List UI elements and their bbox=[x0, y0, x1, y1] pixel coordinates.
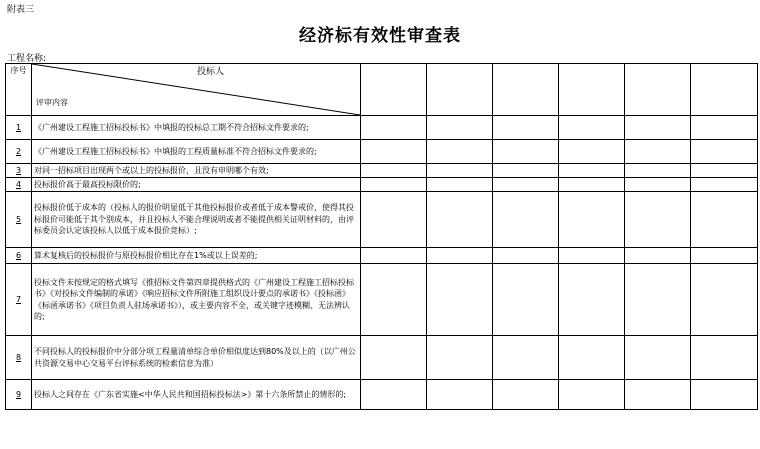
row-number-cell bbox=[6, 248, 32, 264]
table-header-row bbox=[6, 64, 758, 116]
bidder-result-cell[interactable] bbox=[625, 248, 691, 264]
review-table bbox=[5, 63, 758, 410]
bidder-result-cell[interactable] bbox=[427, 380, 493, 410]
bidder-result-cell[interactable] bbox=[691, 248, 758, 264]
bidder-result-cell[interactable] bbox=[427, 192, 493, 248]
bidder-result-cell[interactable] bbox=[361, 192, 427, 248]
bidder-result-cell[interactable] bbox=[361, 264, 427, 336]
bidder-result-cell[interactable] bbox=[493, 336, 559, 380]
bidder-result-cell[interactable] bbox=[691, 140, 758, 164]
bidder-result-cell[interactable] bbox=[625, 380, 691, 410]
bidder-result-cell[interactable] bbox=[493, 248, 559, 264]
document-title: 经济标有效性审查表 bbox=[299, 26, 461, 46]
row-number: 7 bbox=[15, 294, 22, 304]
review-criterion: 不同投标人的投标报价中分部分项工程量清单综合单价相似度达到80%及以上的（以广州公共资源交易中心交易平台评标系统的检索信息为准） bbox=[32, 336, 361, 380]
row-number-cell bbox=[6, 380, 32, 410]
bidder-result-cell[interactable] bbox=[691, 192, 758, 248]
bidder-result-cell[interactable] bbox=[361, 140, 427, 164]
bidder-column-cell[interactable] bbox=[493, 64, 559, 116]
review-criterion: 对同一招标项目出现两个或以上的投标报价，且没有申明哪个有效; bbox=[32, 164, 361, 178]
row-number-cell bbox=[6, 140, 32, 164]
review-criterion: 投标报价低于成本的（投标人的报价明显低于其他投标报价或者低于成本警戒价，使得其投标报价可能低于其个别成本，并且投标人不能合理说明或者不能提供相关证明材料的，由评标委员会认定该投标人以低于成本报价竞标）; bbox=[32, 192, 361, 248]
annex-label: 附表三 bbox=[7, 5, 35, 15]
bidder-result-cell[interactable] bbox=[559, 140, 625, 164]
bidder-result-cell[interactable] bbox=[691, 178, 758, 192]
row-number: 2 bbox=[15, 146, 22, 156]
review-criterion: 算术复核后的投标报价与原投标报价相比存在1%或以上误差的; bbox=[32, 248, 361, 264]
bidder-result-cell[interactable] bbox=[493, 116, 559, 140]
bidder-result-cell[interactable] bbox=[559, 336, 625, 380]
review-criterion: 投标人之间存在《广东省实施<中华人民共和国招标投标法>》第十六条所禁止的情形的; bbox=[32, 380, 361, 410]
review-criterion: 《广州建设工程施工招标投标书》中填报的工程质量标准不符合招标文件要求的; bbox=[32, 140, 361, 164]
table-row bbox=[6, 248, 758, 264]
bidder-result-cell[interactable] bbox=[427, 116, 493, 140]
bidder-result-cell[interactable] bbox=[361, 380, 427, 410]
bidder-column-cell[interactable] bbox=[691, 64, 758, 116]
row-number-cell bbox=[6, 178, 32, 192]
row-number: 3 bbox=[15, 165, 22, 175]
review-criterion: 投标文件未按规定的格式填写《推招标文件第四章提供格式的《广州建设工程施工招标投标书》《对投标文件编制的承诺》《响应招标文件所附施工组织设计要点的承诺书》《投标函》《标函承诺书》《项目负责人驻场承诺书》），或主要内容不全，或关键字迹模糊、无法辨认的; bbox=[32, 264, 361, 336]
bidder-result-cell[interactable] bbox=[559, 178, 625, 192]
project-name-label: 工程名称: bbox=[7, 54, 47, 64]
review-criterion: 《广州建设工程施工招标投标书》中填报的投标总工期不符合招标文件要求的; bbox=[32, 116, 361, 140]
bidder-result-cell[interactable] bbox=[625, 140, 691, 164]
bidder-result-cell[interactable] bbox=[625, 264, 691, 336]
row-number: 9 bbox=[15, 389, 22, 399]
bidder-result-cell[interactable] bbox=[559, 164, 625, 178]
bidder-result-cell[interactable] bbox=[493, 140, 559, 164]
table-row bbox=[6, 192, 758, 248]
bidder-result-cell[interactable] bbox=[361, 164, 427, 178]
bidder-result-cell[interactable] bbox=[361, 116, 427, 140]
bidder-result-cell[interactable] bbox=[559, 248, 625, 264]
bidder-result-cell[interactable] bbox=[691, 380, 758, 410]
header-review-content: 评审内容 bbox=[36, 98, 68, 107]
bidder-result-cell[interactable] bbox=[361, 178, 427, 192]
row-number: 4 bbox=[15, 179, 22, 189]
bidder-result-cell[interactable] bbox=[559, 264, 625, 336]
header-bidder: 投标人 bbox=[197, 67, 225, 77]
row-number-cell bbox=[6, 264, 32, 336]
bidder-result-cell[interactable] bbox=[361, 248, 427, 264]
bidder-result-cell[interactable] bbox=[559, 380, 625, 410]
bidder-result-cell[interactable] bbox=[691, 164, 758, 178]
bidder-result-cell[interactable] bbox=[361, 336, 427, 380]
row-number-cell bbox=[6, 336, 32, 380]
bidder-result-cell[interactable] bbox=[625, 164, 691, 178]
bidder-result-cell[interactable] bbox=[427, 336, 493, 380]
row-number: 8 bbox=[15, 352, 22, 362]
bidder-result-cell[interactable] bbox=[625, 336, 691, 380]
bidder-result-cell[interactable] bbox=[493, 264, 559, 336]
row-number-cell bbox=[6, 164, 32, 178]
bidder-result-cell[interactable] bbox=[625, 116, 691, 140]
table-row bbox=[6, 380, 758, 410]
bidder-result-cell[interactable] bbox=[427, 178, 493, 192]
bidder-result-cell[interactable] bbox=[493, 192, 559, 248]
header-no: 序号 bbox=[6, 64, 32, 116]
row-number: 1 bbox=[15, 122, 22, 132]
diagonal-line bbox=[32, 64, 360, 115]
row-number-cell bbox=[6, 116, 32, 140]
bidder-column-cell[interactable] bbox=[427, 64, 493, 116]
bidder-result-cell[interactable] bbox=[691, 264, 758, 336]
bidder-result-cell[interactable] bbox=[559, 192, 625, 248]
bidder-result-cell[interactable] bbox=[427, 264, 493, 336]
table-row bbox=[6, 178, 758, 192]
bidder-result-cell[interactable] bbox=[691, 116, 758, 140]
table-row bbox=[6, 116, 758, 140]
bidder-result-cell[interactable] bbox=[493, 178, 559, 192]
row-number-cell bbox=[6, 192, 32, 248]
row-number: 6 bbox=[15, 250, 22, 260]
bidder-result-cell[interactable] bbox=[625, 178, 691, 192]
table-row bbox=[6, 336, 758, 380]
bidder-result-cell[interactable] bbox=[625, 192, 691, 248]
header-diagonal-cell bbox=[32, 64, 361, 116]
review-criterion: 投标报价高于最高投标限价的; bbox=[32, 178, 361, 192]
bidder-result-cell[interactable] bbox=[691, 336, 758, 380]
bidder-column-cell[interactable] bbox=[361, 64, 427, 116]
bidder-result-cell[interactable] bbox=[427, 140, 493, 164]
table-row bbox=[6, 264, 758, 336]
bidder-column-cell[interactable] bbox=[559, 64, 625, 116]
bidder-result-cell[interactable] bbox=[493, 164, 559, 178]
bidder-result-cell[interactable] bbox=[427, 248, 493, 264]
bidder-result-cell[interactable] bbox=[427, 164, 493, 178]
bidder-column-cell[interactable] bbox=[625, 64, 691, 116]
bidder-result-cell[interactable] bbox=[493, 380, 559, 410]
table-row bbox=[6, 140, 758, 164]
row-number: 5 bbox=[15, 214, 22, 224]
table-row bbox=[6, 164, 758, 178]
bidder-result-cell[interactable] bbox=[559, 116, 625, 140]
